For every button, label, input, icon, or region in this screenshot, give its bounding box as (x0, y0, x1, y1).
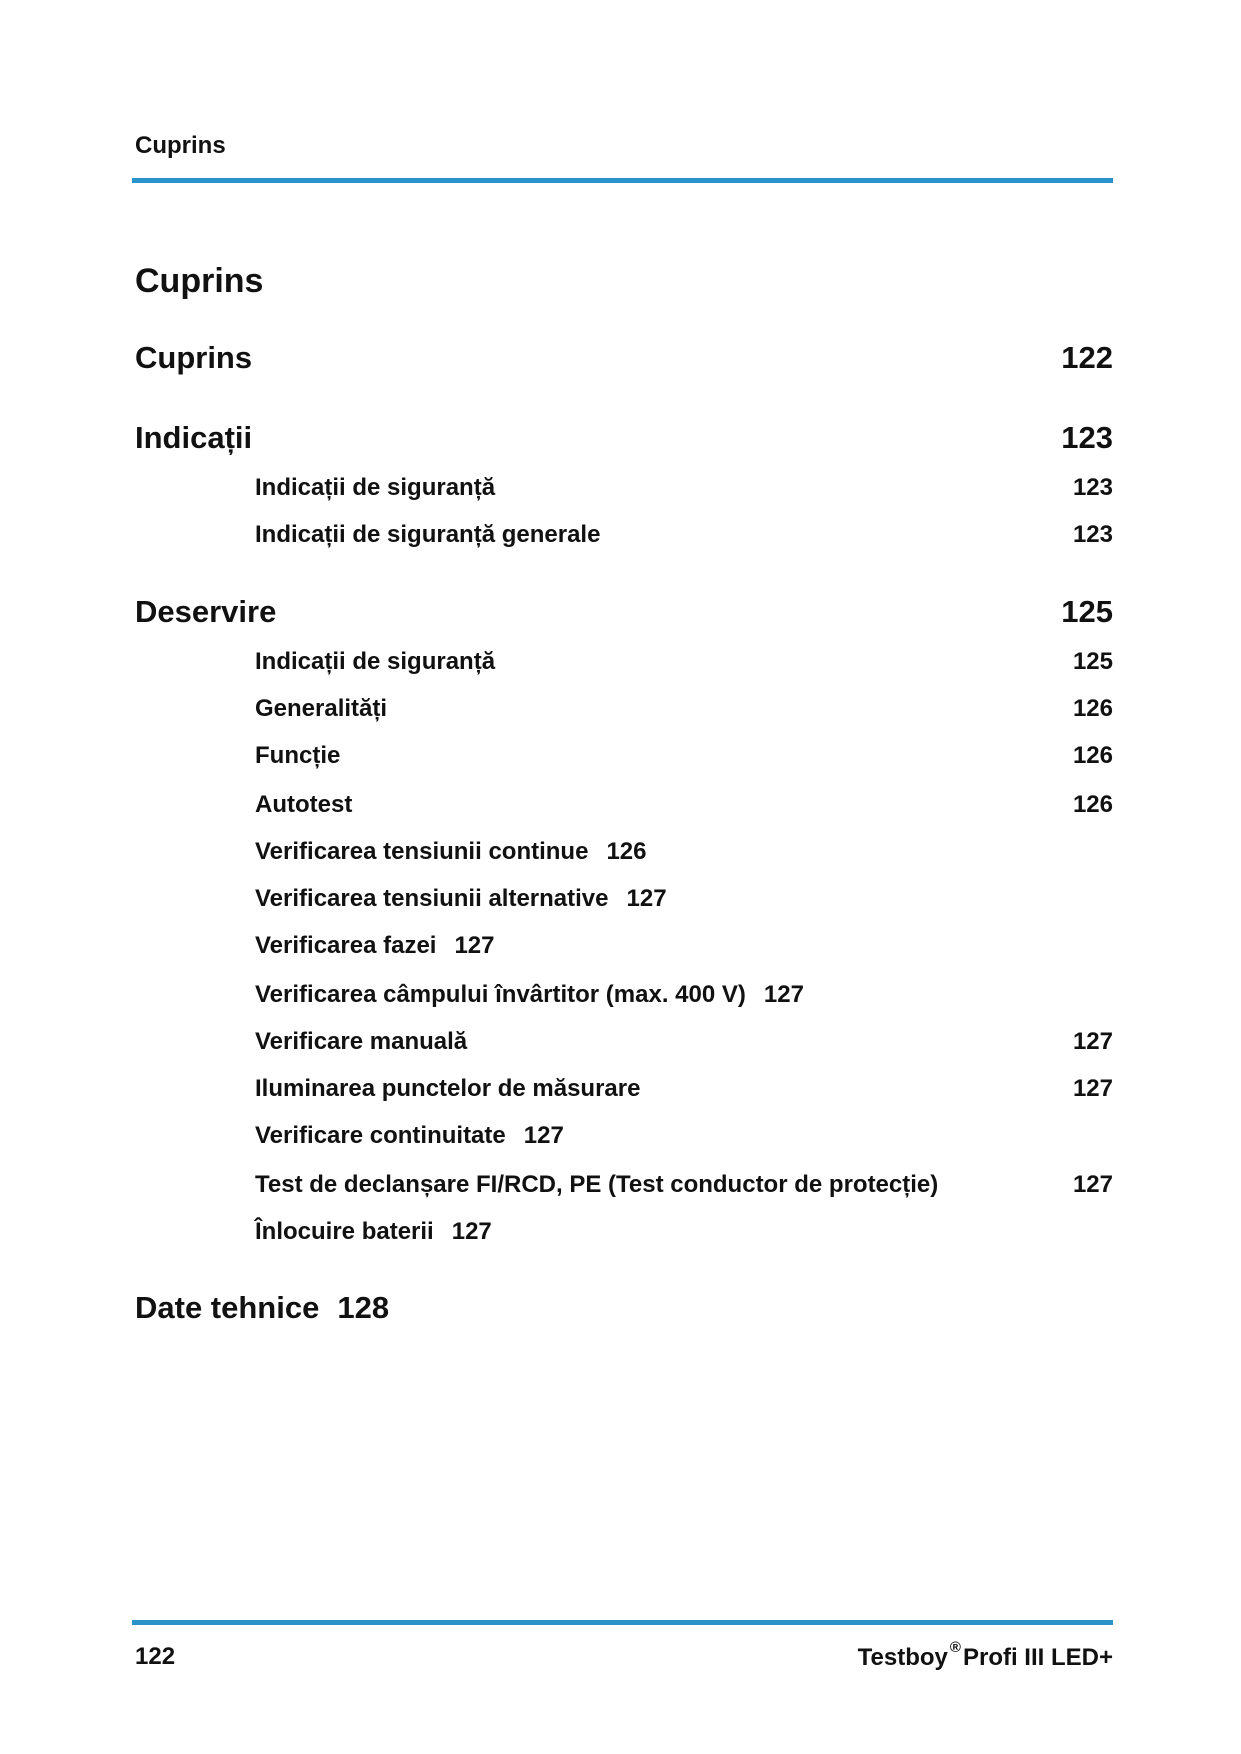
toc-entry-page: 126 (1072, 695, 1113, 722)
toc-entry-label: Înlocuire baterii (255, 1218, 434, 1245)
toc-entry-page: 127 (523, 1122, 564, 1149)
toc-title: Cuprins (135, 262, 264, 300)
toc-entry-page: 123 (1061, 420, 1113, 455)
toc-entry-label: Verificarea tensiunii alternative (255, 885, 609, 912)
toc-entry-page: 127 (1072, 1028, 1113, 1055)
toc-entry-label: Indicații de siguranță (255, 648, 496, 675)
toc-subentry[interactable] (255, 885, 1113, 913)
toc-subentry[interactable] (255, 791, 1113, 819)
toc-entry-label: Verificarea fazei (255, 932, 437, 959)
toc-subentry[interactable] (255, 1122, 1113, 1150)
header-rule (132, 178, 1113, 183)
toc-entry-label: Date tehnice (135, 1290, 320, 1325)
toc-entry-label: Verificarea tensiunii continue (255, 838, 589, 865)
toc-entry-page: 127 (763, 981, 804, 1008)
toc-subentry[interactable] (255, 1028, 1113, 1056)
running-header: Cuprins (135, 132, 226, 159)
toc-entry-label: Indicații de siguranță generale (255, 521, 601, 548)
registered-mark: ® (949, 1639, 961, 1656)
toc-entry-page: 126 (1072, 742, 1113, 769)
toc-entry-page: 122 (1061, 340, 1113, 375)
toc-entry-page: 127 (451, 1218, 492, 1245)
toc-entry-label: Autotest (255, 791, 353, 818)
toc-entry-cuprins[interactable] (135, 340, 1113, 376)
toc-entry-page: 127 (454, 932, 495, 959)
toc-entry-page: 123 (1072, 474, 1113, 501)
footer-rule (132, 1620, 1113, 1625)
toc-entry-page: 128 (337, 1290, 390, 1325)
toc-entry-label: Iluminarea punctelor de măsurare (255, 1075, 641, 1102)
footer-brand: Testboy (857, 1644, 948, 1671)
toc-subentry[interactable] (255, 648, 1113, 676)
toc-entry-label: Verificarea câmpului învârtitor (max. 400 V) (255, 981, 746, 1008)
toc-entry-page: 123 (1072, 521, 1113, 548)
toc-entry-label: Cuprins (135, 340, 253, 375)
toc-entry-label: Test de declanșare FI/RCD, PE (Test conductor de protecție) (255, 1171, 939, 1198)
toc-subentry[interactable] (255, 1171, 1113, 1199)
toc-subentry[interactable] (255, 742, 1113, 770)
toc-entry-label: Indicații (135, 420, 253, 455)
toc-entry-deservire[interactable] (135, 594, 1113, 630)
toc-entry-page: 126 (606, 838, 647, 865)
toc-entry-page: 127 (1072, 1171, 1113, 1198)
footer-product: Profi III LED+ (962, 1644, 1113, 1671)
toc-entry-label: Verificare manuală (255, 1028, 468, 1055)
toc-subentry[interactable] (255, 521, 1113, 549)
toc-subentry[interactable] (255, 838, 1113, 866)
toc-entry-page: 127 (1072, 1075, 1113, 1102)
footer-product-name (857, 1639, 1113, 1672)
toc-entry-label: Generalități (255, 695, 388, 722)
footer-page-number: 122 (135, 1643, 176, 1670)
toc-entry-page: 125 (1072, 648, 1113, 675)
toc-subentry[interactable] (255, 932, 1113, 960)
toc-subentry[interactable] (255, 1218, 1113, 1246)
toc-entry-page: 127 (626, 885, 667, 912)
toc-subentry[interactable] (255, 695, 1113, 723)
toc-entry-label: Funcție (255, 742, 341, 769)
toc-entry-page: 125 (1061, 594, 1113, 629)
toc-entry-label: Deservire (135, 594, 277, 629)
toc-entry-label: Verificare continuitate (255, 1122, 506, 1149)
toc-subentry[interactable] (255, 474, 1113, 502)
toc-entry-date-tehnice[interactable] (135, 1290, 1113, 1326)
toc-entry-indicatii[interactable] (135, 420, 1113, 456)
toc-entry-page: 126 (1072, 791, 1113, 818)
toc-subentry[interactable] (255, 981, 1113, 1009)
toc-subentry[interactable] (255, 1075, 1113, 1103)
toc-entry-label: Indicații de siguranță (255, 474, 496, 501)
